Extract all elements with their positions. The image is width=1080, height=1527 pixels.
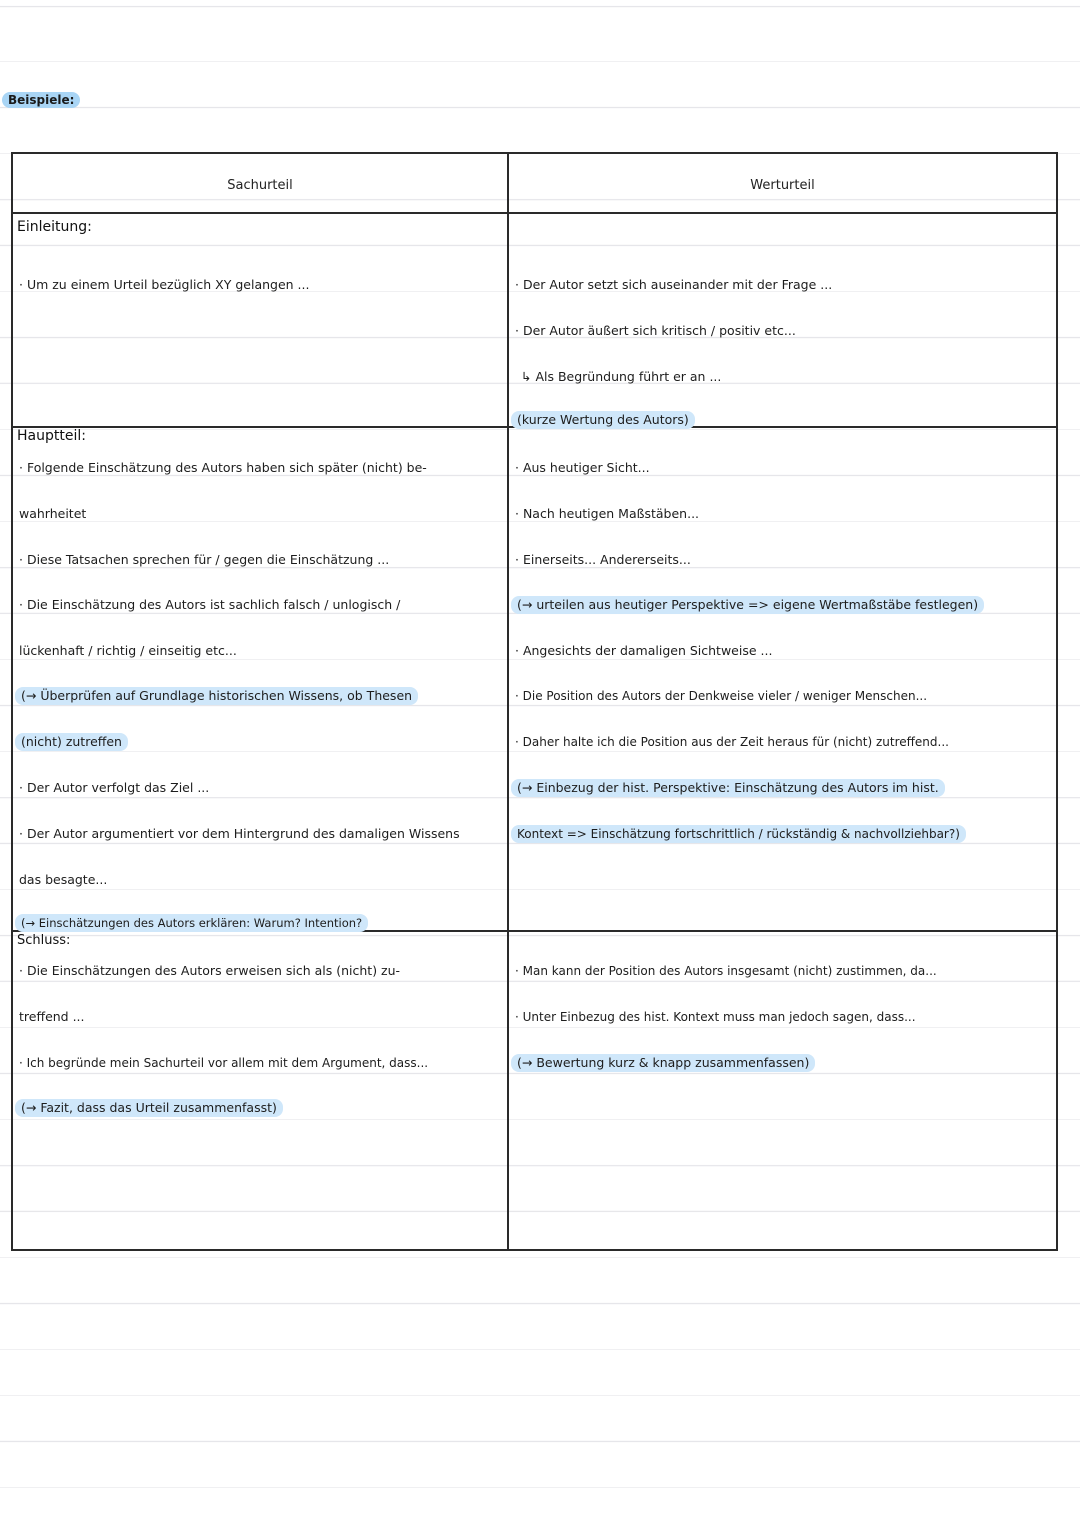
- right-line: · Einerseits... Andererseits...: [515, 552, 691, 567]
- right-highlight-note: (→ Einbezug der hist. Perspektive: Einschätzung des Autors im hist.: [511, 779, 945, 797]
- left-line: lückenhaft / richtig / einseitig etc...: [19, 643, 237, 658]
- left-line: · Ich begründe mein Sachurteil vor allem mit dem Argument, dass...: [19, 1056, 429, 1070]
- right-line: · Aus heutiger Sicht...: [515, 460, 650, 475]
- header-rule: [13, 212, 1056, 214]
- left-line: · Um zu einem Urteil bezüglich XY gelangen ...: [19, 277, 310, 292]
- left-highlight-note: (→ Überprüfen auf Grundlage historischen Wissens, ob Thesen: [15, 687, 418, 705]
- right-highlight-note: (→ Bewertung kurz & knapp zusammenfassen): [511, 1054, 815, 1072]
- left-line: wahrheitet: [19, 506, 87, 521]
- left-line: · Der Autor argumentiert vor dem Hintergrund des damaligen Wissens: [19, 826, 460, 841]
- left-line: das besagte...: [19, 872, 108, 887]
- left-line: · Folgende Einschätzung des Autors haben sich später (nicht) be-: [19, 460, 427, 475]
- left-highlight-note: (nicht) zutreffen: [15, 733, 128, 751]
- right-line: · Der Autor setzt sich auseinander mit der Frage ...: [515, 277, 833, 292]
- left-highlight-note: (→ Fazit, dass das Urteil zusammenfasst): [15, 1099, 283, 1117]
- section-label-schluss: Schluss:: [17, 933, 71, 948]
- left-line: · Die Einschätzungen des Autors erweisen sich als (nicht) zu-: [19, 963, 401, 978]
- left-highlight-note: (→ Einschätzungen des Autors erklären: Warum? Intention?: [15, 914, 368, 932]
- right-line: · Man kann der Position des Autors insgesamt (nicht) zustimmen, da...: [515, 964, 937, 978]
- column-header-werturteil: Werturteil: [750, 178, 815, 193]
- left-line: · Diese Tatsachen sprechen für / gegen die Einschätzung ...: [19, 552, 390, 567]
- left-line: treffend ...: [19, 1009, 85, 1024]
- right-line: · Daher halte ich die Position aus der Zeit heraus für (nicht) zutreffend...: [515, 735, 949, 749]
- right-highlight-note: (kurze Wertung des Autors): [511, 411, 695, 429]
- right-line: · Der Autor äußert sich kritisch / positiv etc...: [515, 323, 796, 338]
- right-line: · Nach heutigen Maßstäben...: [515, 506, 700, 521]
- right-highlight-note: (→ urteilen aus heutiger Perspektive => eigene Wertmaßstäbe festlegen): [511, 596, 984, 614]
- column-divider: [507, 154, 509, 1249]
- right-highlight-note: Kontext => Einschätzung fortschrittlich / rückständig & nachvollziehbar?): [511, 825, 966, 843]
- right-line: · Die Position des Autors der Denkweise vieler / weniger Menschen...: [515, 689, 928, 703]
- page-heading: Beispiele:: [2, 92, 80, 108]
- comparison-table: [11, 152, 1058, 1251]
- section-label-einleitung: Einleitung:: [17, 219, 92, 235]
- left-line: · Die Einschätzung des Autors ist sachlich falsch / unlogisch /: [19, 597, 401, 612]
- right-line: · Angesichts der damaligen Sichtweise ...: [515, 643, 773, 658]
- right-line: ↳ Als Begründung führt er an ...: [521, 369, 722, 384]
- section-label-hauptteil: Hauptteil:: [17, 428, 86, 444]
- left-line: · Der Autor verfolgt das Ziel ...: [19, 780, 210, 795]
- right-line: · Unter Einbezug des hist. Kontext muss man jedoch sagen, dass...: [515, 1010, 916, 1024]
- column-header-sachurteil: Sachurteil: [227, 178, 293, 193]
